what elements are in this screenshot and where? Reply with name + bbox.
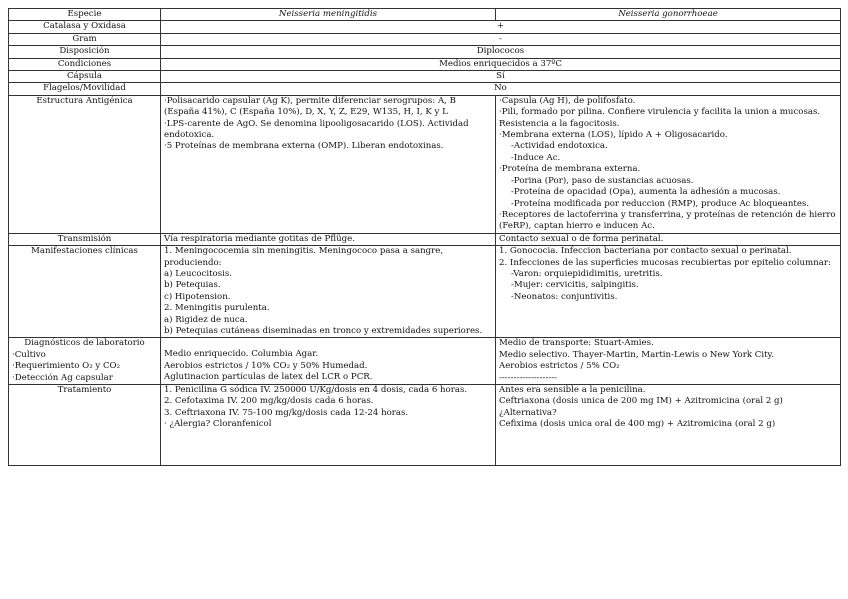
trat-men-line: 1. Penicilina G sódica IV. 250000 U/Kg/dosis en 4 dosis, cada 6 horas. — [164, 385, 468, 395]
estructura-gon-line: ·Receptores de lactoferrina y transferrina, y proteínas de retención de hierro (FeRP), captan hierro e inducen Ac. — [499, 209, 836, 232]
estructura-gon-subline: -Porina (Por), paso de sustancias acuosas. — [511, 175, 694, 186]
value-disposicion: Diplococos — [161, 46, 841, 58]
row-diagnostico — [9, 338, 841, 385]
label-manifestaciones: Manifestaciones clínicas — [9, 246, 161, 338]
label-estructura: Estructura Antigénica — [9, 95, 161, 233]
label-condiciones: Condiciones — [9, 58, 161, 70]
estructura-gon-subline: -Induce Ac. — [511, 152, 561, 163]
trat-men-line: 2. Cefotaxima IV. 200 mg/kg/dosis cada 6 horas. — [164, 396, 374, 407]
header-meningitidis: Neisseria meningitidis — [161, 9, 496, 21]
value-catalasa: + — [161, 21, 841, 33]
label-flagelos: Flagelos/Movilidad — [9, 83, 161, 95]
manif-gon-subline: -Varon: orquiepididimitis, uretritis. — [511, 268, 663, 279]
value-gram: - — [161, 33, 841, 45]
manif-gon-subline: -Neonatos: conjuntivitis. — [511, 291, 618, 302]
estructura-gon-line: ·Pili, formado por pilina. Confiere virulencia y facilita la union a mucosas. Resistencia a la fagocitosis. — [499, 107, 821, 129]
label-tratamiento: Tratamiento — [9, 385, 161, 466]
diagnostico-gonorrhoeae — [496, 338, 841, 385]
label-gram: Gram — [9, 33, 161, 45]
manif-gon-line: 2. Infecciones de las superficies mucosas recubiertas por epitelio columnar: — [499, 257, 831, 268]
estructura-gon-subline: -Actividad endotoxica. — [511, 141, 608, 152]
row-manifestaciones — [9, 246, 841, 338]
estructura-men-line: ·LPS-carente de AgO. Se denomina lipooligosacarido (LOS). Actividad endotoxica. — [164, 118, 469, 141]
trat-gon-line: Antes era sensible a la penicilina. — [499, 385, 646, 395]
row-condiciones — [9, 58, 841, 70]
label-transmision: Transmisión — [9, 233, 161, 245]
trat-gon-line: Ceftriaxona (dosis unica de 200 mg IM) + Azitromicina (oral 2 g) — [499, 396, 783, 407]
row-tratamiento — [9, 385, 841, 466]
row-gram — [9, 33, 841, 45]
manifestaciones-gonorrhoeae — [496, 246, 841, 338]
diag-men-line: Aglutinacion partículas de latex del LCR o PCR. — [164, 372, 373, 383]
transmision-meningitidis: Vía respiratoria mediante gotitas de Pflüge. — [161, 233, 496, 245]
estructura-men-line: ·5 Proteínas de membrana externa (OMP). Liberan endotoxinas. — [164, 141, 444, 152]
diag-men-line: Aerobios estrictos / 10% CO₂ y 50% Humedad. — [164, 360, 368, 371]
diag-gon-line: Medio de transporte: Stuart-Amies. — [499, 338, 654, 349]
row-catalasa — [9, 21, 841, 33]
diag-label-item: ·Requerimiento O₂ y CO₂ — [12, 361, 121, 372]
estructura-gon-line: ·Membrana externa (LOS), lípido A + Oligosacarido. — [499, 130, 728, 141]
estructura-gon-subline: -Proteína modificada por reduccion (RMP), produce Ac bloqueantes. — [511, 198, 810, 209]
value-capsula: Sí — [161, 71, 841, 83]
value-condiciones: Medios enriquecidos a 37ºC — [161, 58, 841, 70]
row-capsula — [9, 71, 841, 83]
tratamiento-gonorrhoeae — [496, 385, 841, 466]
estructura-gon-subline: -Proteína de opacidad (Opa), aumenta la adhesión a mucosas. — [511, 187, 781, 198]
manif-men-line: b) Petequias cutáneas diseminadas en tronco y extremidades superiores. — [164, 325, 483, 336]
diag-label-title: Diagnósticos de laboratorio — [24, 338, 145, 349]
estructura-gonorrhoeae — [496, 95, 841, 233]
tratamiento-meningitidis — [161, 385, 496, 466]
label-capsula: Cápsula — [9, 71, 161, 83]
estructura-gon-line: ·Proteína de membrana externa. — [499, 164, 641, 175]
row-disposicion — [9, 46, 841, 58]
estructura-men-line: ·Polisacarido capsular (Ag K), permite diferenciar serogrupos: A, B (España 41%), C (España 10%), D, X, Y, Z, E29, W135, H, I, K y L — [164, 95, 456, 118]
manif-men-line: a) Rigidez de nuca. — [164, 314, 248, 325]
estructura-gon-line: ·Capsula (Ag H), de polifosfato. — [499, 95, 636, 106]
manif-men-line: 1. Meningococemia sin meningitis. Meningococo pasa a sangre, produciendo: — [164, 246, 444, 268]
diag-gon-line: Aerobios estrictos / 5% CO₂ — [499, 361, 620, 372]
manif-men-line: b) Petequias. — [164, 280, 221, 291]
manifestaciones-meningitidis — [161, 246, 496, 338]
row-estructura — [9, 95, 841, 233]
diag-label-item: ·Detección Ag capsular — [12, 372, 113, 383]
manif-gon-line: 1. Gonococia. Infeccion bacteriana por contacto sexual o perinatal. — [499, 246, 792, 257]
diagnostico-meningitidis — [161, 338, 496, 385]
row-flagelos — [9, 83, 841, 95]
estructura-meningitidis — [161, 95, 496, 233]
manif-men-line: 2. Meningitis purulenta. — [164, 303, 270, 314]
diag-gon-line: Medio selectivo. Thayer-Martin, Martin-Lewis o New York City. — [499, 349, 774, 360]
label-disposicion: Disposición — [9, 46, 161, 58]
trat-men-line: · ¿Alergia? Cloranfenicol — [164, 419, 272, 430]
row-transmision — [9, 233, 841, 245]
header-row — [9, 9, 841, 21]
comparison-table — [8, 8, 841, 466]
label-catalasa: Catalasa y Oxidasa — [9, 21, 161, 33]
diag-label-item: ·Cultivo — [12, 349, 46, 360]
manif-men-line: c) Hipotension. — [164, 291, 231, 302]
transmision-gonorrhoeae: Contacto sexual o de forma perinatal. — [496, 233, 841, 245]
diag-men-line: Medio enriquecido. Columbia Agar. — [164, 349, 319, 360]
label-diagnostico — [9, 338, 161, 385]
value-flagelos: No — [161, 83, 841, 95]
trat-gon-line: ¿Alternativa? — [499, 407, 557, 418]
trat-gon-line: Cefixima (dosis unica oral de 400 mg) + Azitromicina (oral 2 g) — [499, 419, 776, 430]
diag-gon-line: -------------------- — [499, 372, 558, 383]
manif-men-line: a) Leucocitosis. — [164, 268, 233, 279]
header-especie: Especie — [9, 9, 161, 21]
manif-gon-subline: -Mujer: cervicitis, salpingitis. — [511, 280, 639, 291]
header-gonorrhoeae: Neisseria gonorrhoeae — [496, 9, 841, 21]
trat-men-line: 3. Ceftriaxona IV. 75-100 mg/kg/dosis cada 12-24 horas. — [164, 407, 409, 418]
